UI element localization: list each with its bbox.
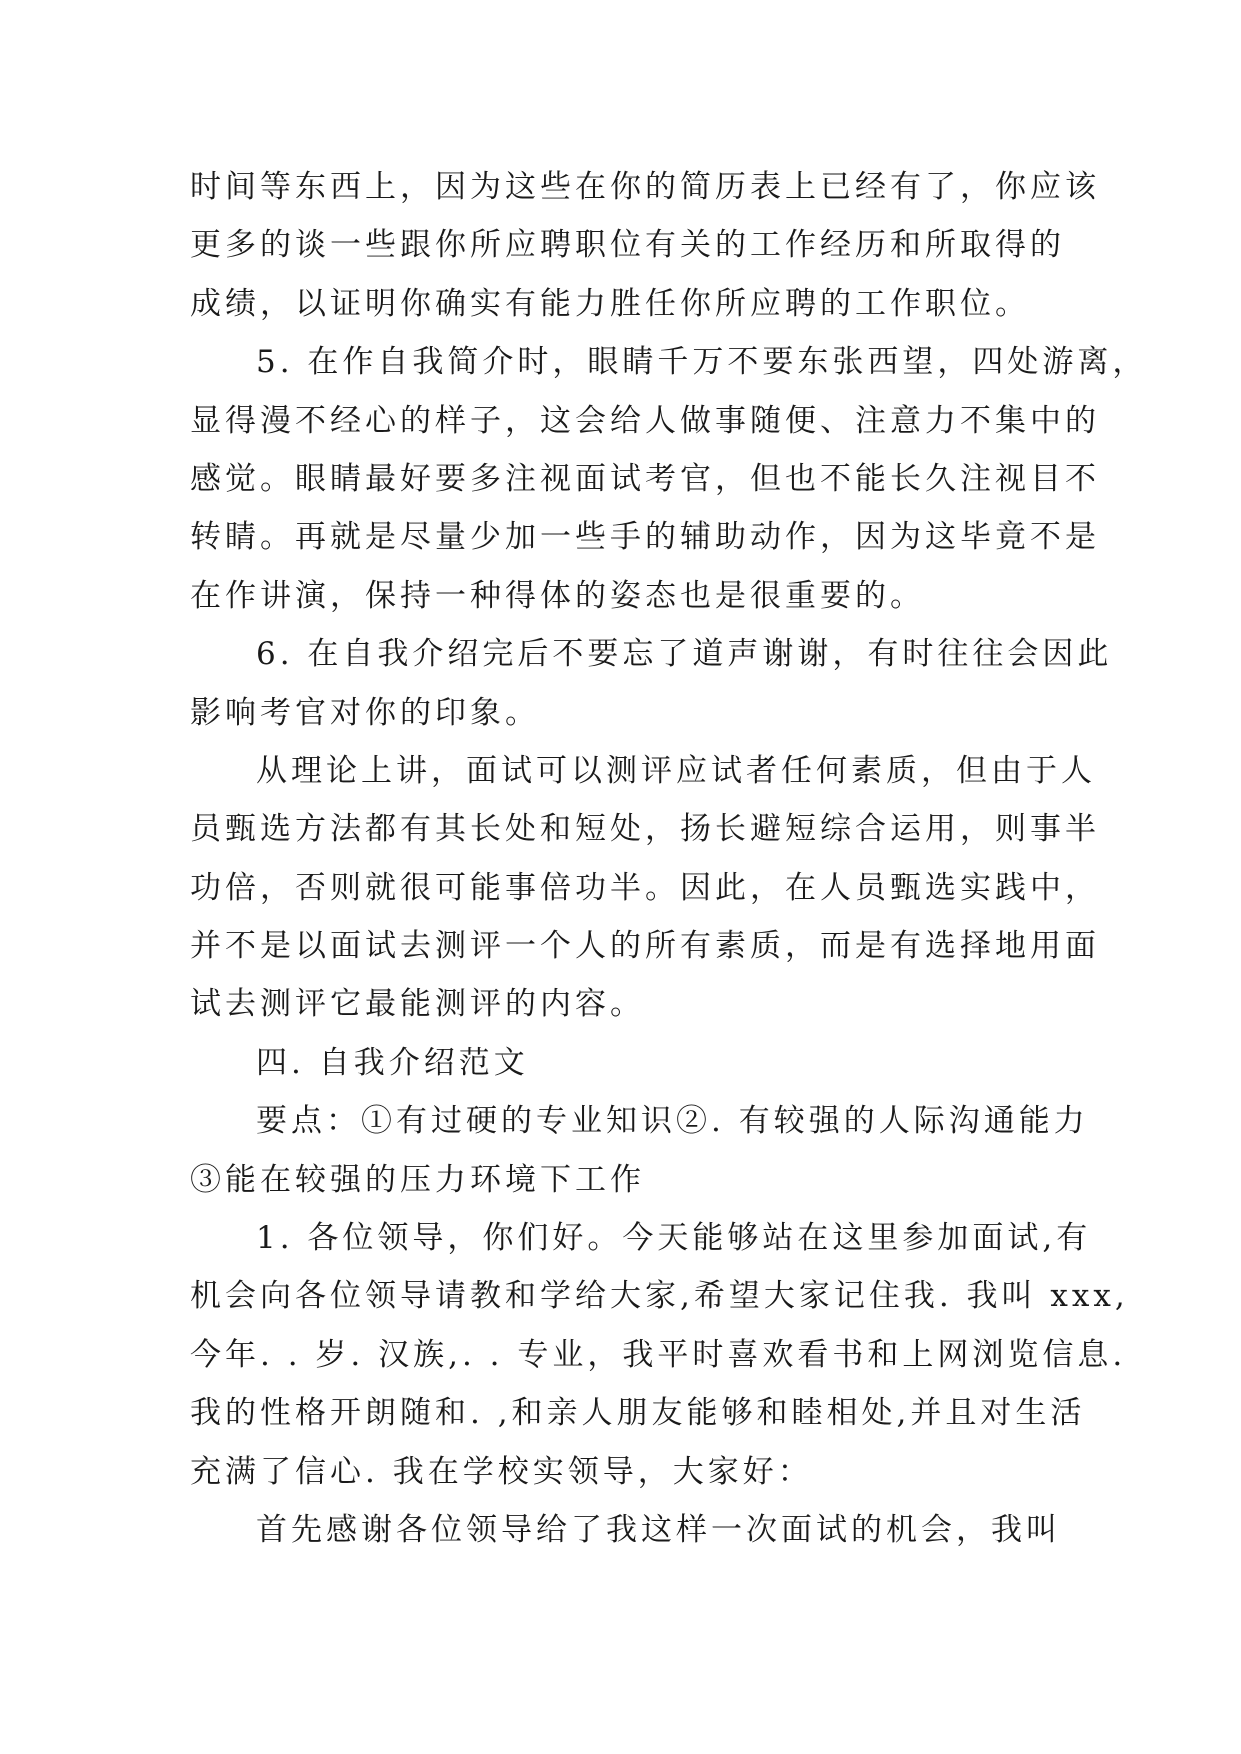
text-line: 成绩，以证明你确实有能力胜任你所应聘的工作职位。 [190, 285, 1030, 322]
text-line: 员甄选方法都有其长处和短处，扬长避短综合运用，则事半 [190, 811, 1100, 848]
text-line: 时间等东西上，因为这些在你的简历表上已经有了，你应该 [190, 169, 1100, 205]
text-line: 6. 在自我介绍完后不要忘了道声谢谢，有时往往会因此 [256, 636, 1113, 673]
text-line: 感觉。眼睛最好要多注视面试考官，但也不能长久注视目不 [190, 460, 1100, 497]
text-line: 在作讲演，保持一种得体的姿态也是很重要的。 [190, 577, 925, 614]
text-line: 要点：①有过硬的专业知识②. 有较强的人际沟通能力 [256, 1103, 1089, 1140]
text-line: 首先感谢各位领导给了我这样一次面试的机会，我叫 [256, 1511, 1061, 1548]
text-line: 我的性格开朗随和. ,和亲人朋友能够和睦相处,并且对生活 [190, 1395, 1086, 1432]
text-line: ③能在较强的压力环境下工作 [190, 1161, 645, 1198]
text-line: 今年. . 岁. 汉族,. . 专业，我平时喜欢看书和上网浏览信息. [190, 1336, 1127, 1373]
text-line: 从理论上讲，面试可以测评应试者任何素质，但由于人 [256, 752, 1096, 789]
text-line: 更多的谈一些跟你所应聘职位有关的工作经历和所取得的 [190, 227, 1065, 264]
text-line: 影响考官对你的印象。 [190, 694, 540, 731]
section-heading: 四. 自我介绍范文 [256, 1044, 529, 1081]
text-line: 机会向各位领导请教和学给大家,希望大家记住我. 我叫 xxx, [190, 1278, 1129, 1315]
text-line: 5. 在作自我简介时，眼睛千万不要东张西望，四处游离， [256, 344, 1148, 381]
text-line: 显得漫不经心的样子，这会给人做事随便、注意力不集中的 [190, 402, 1100, 439]
text-line: 并不是以面试去测评一个人的所有素质，而是有选择地用面 [190, 928, 1100, 965]
text-line: 转睛。再就是尽量少加一些手的辅助动作，因为这毕竟不是 [190, 519, 1100, 556]
document-body [190, 158, 1148, 1559]
text-line: 充满了信心. 我在学校实领导，大家好： [190, 1453, 813, 1490]
text-line: 功倍，否则就很可能事倍功半。因此，在人员甄选实践中， [190, 869, 1100, 906]
text-line: 试去测评它最能测评的内容。 [190, 986, 645, 1023]
text-line: 1. 各位领导，你们好。今天能够站在这里参加面试,有 [256, 1220, 1092, 1257]
